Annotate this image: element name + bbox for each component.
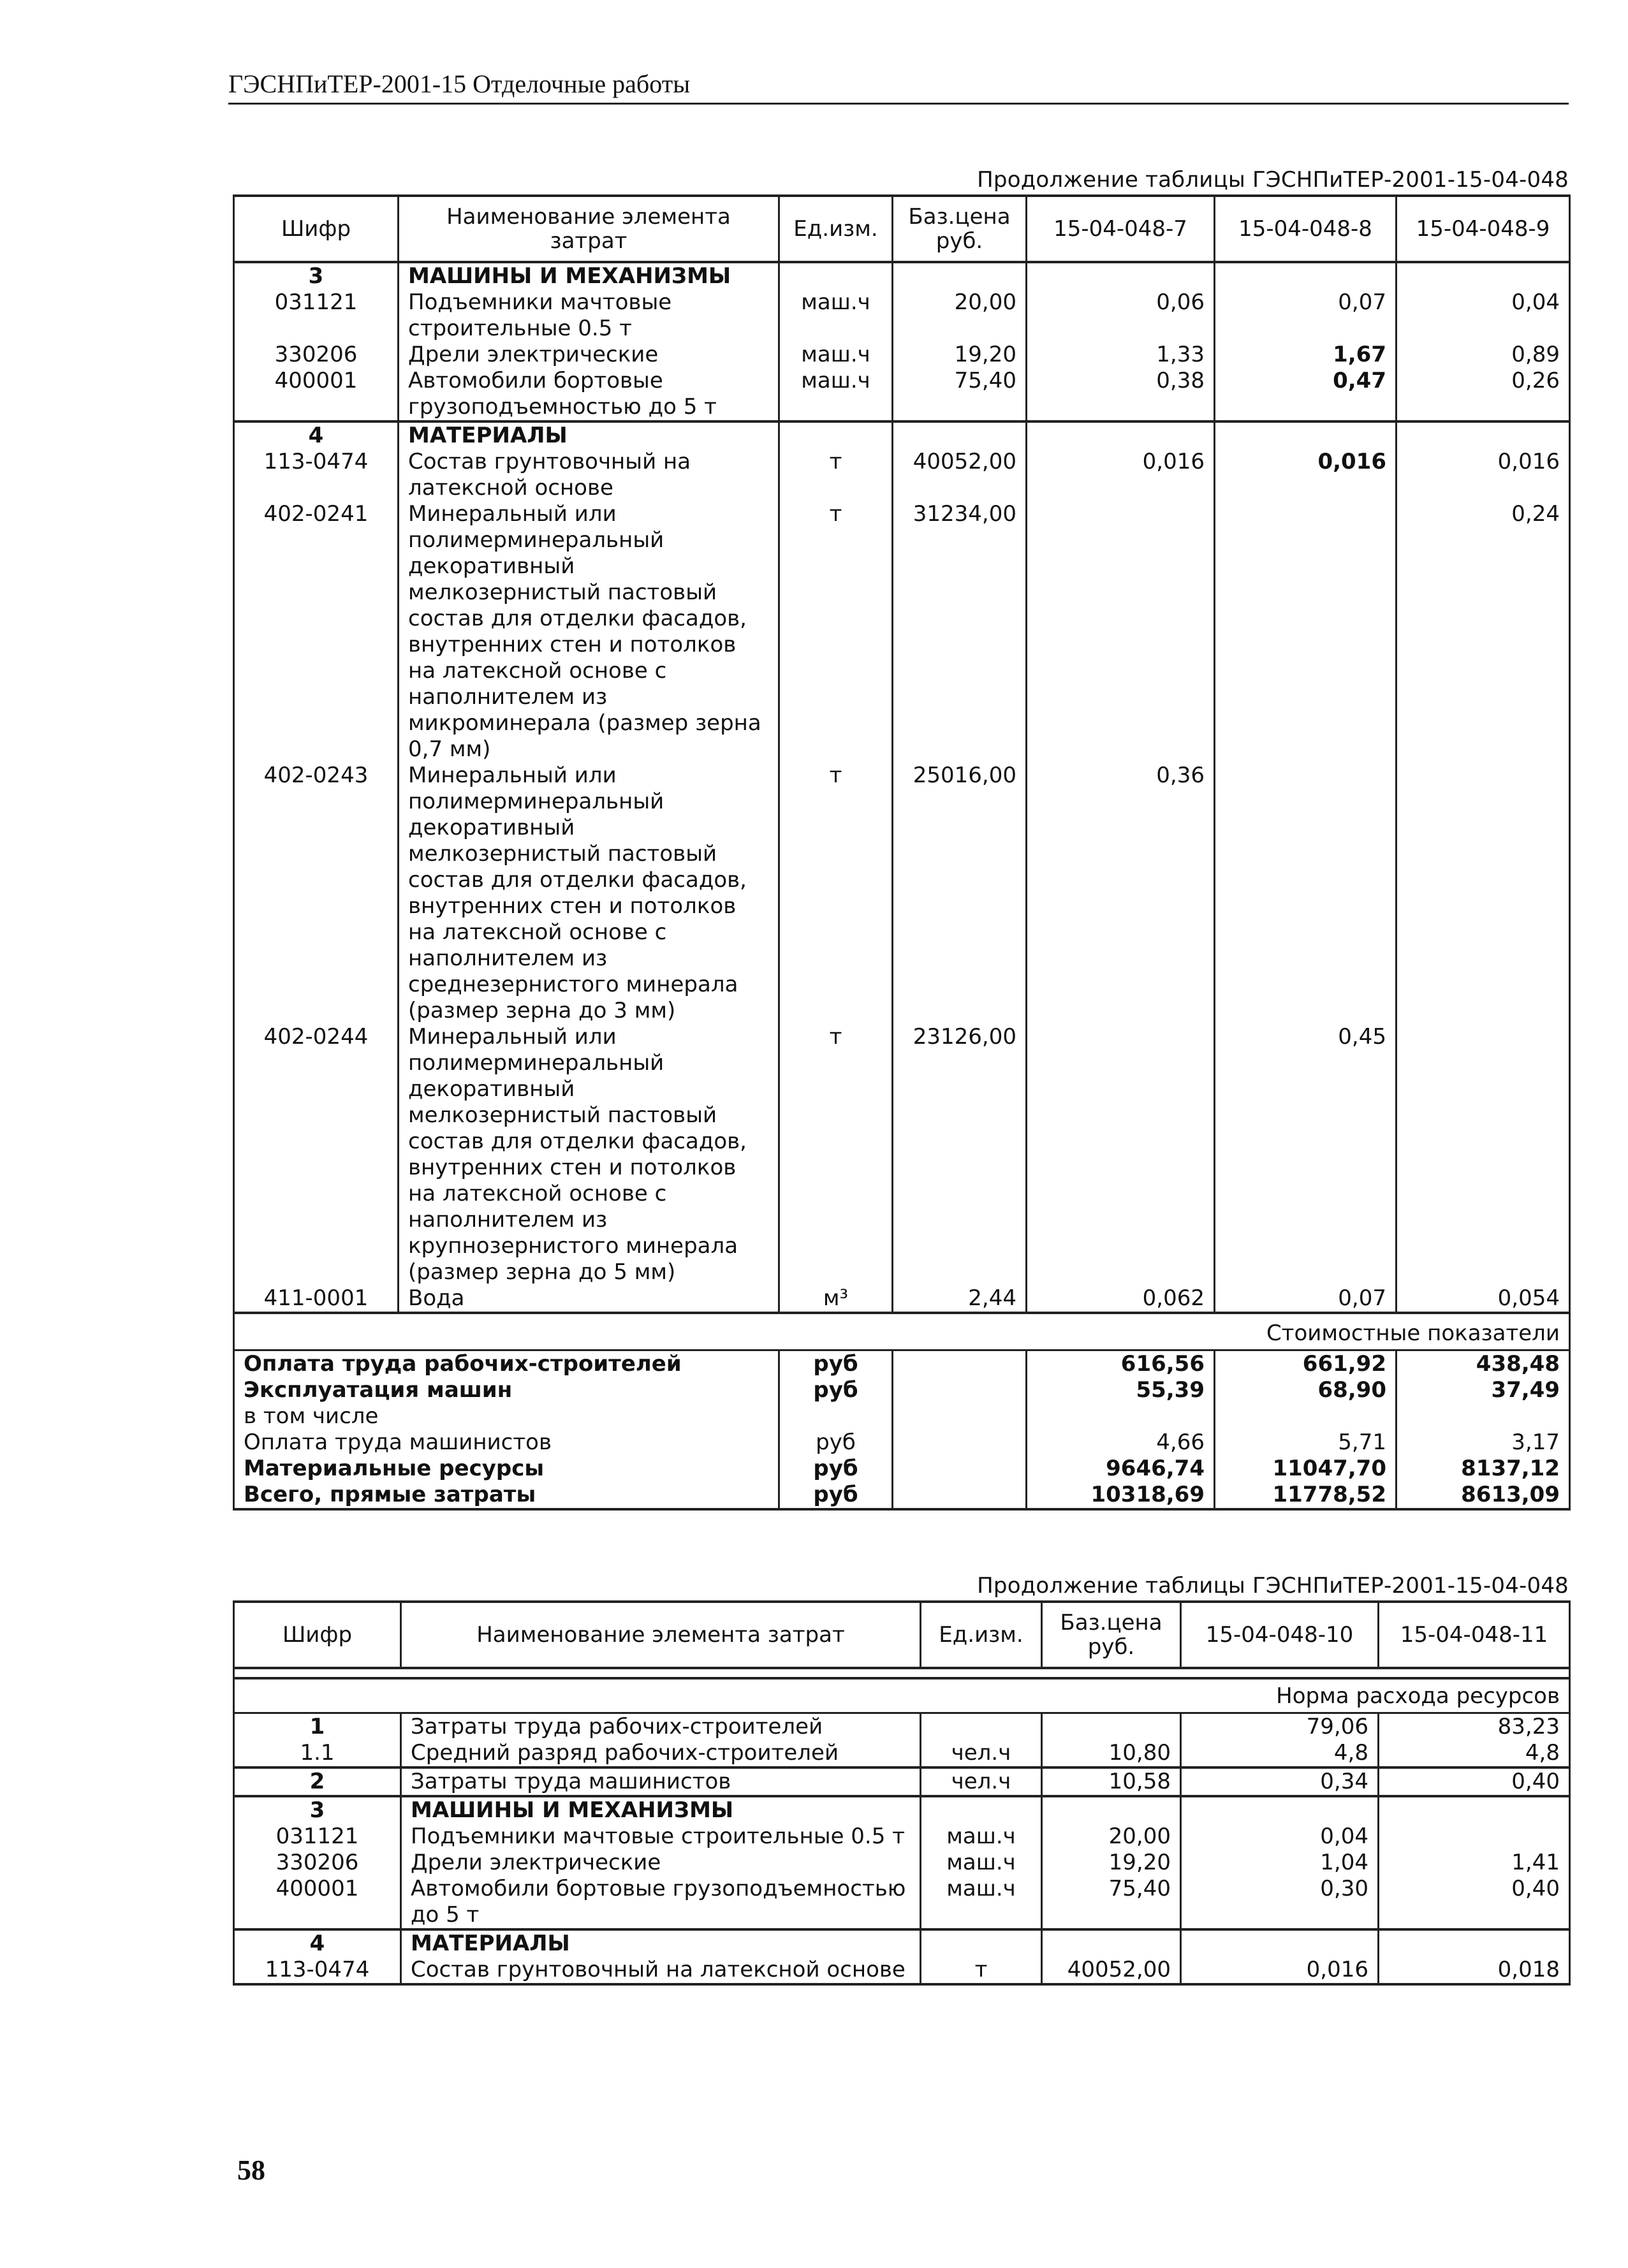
norm-caption-row — [234, 1678, 1570, 1713]
table-row: 402-0241 Минеральный или полимерминеральный декоративный мелкозернистый пастовый состав для отделки фасадов, внутренних стен и потолков на латексной основе с наполнителем из микроминерала (размер зерна 0,7 мм) т 31234,00 0,24 — [234, 501, 1570, 763]
header-col-15-04-048-7: 15-04-048-7 — [1027, 196, 1215, 262]
table-row: 400001 Автомобили бортовые грузоподъемностью до 5 т маш.ч 75,40 0,30 0,40 — [234, 1876, 1570, 1929]
header-col-15-04-048-10: 15-04-048-10 — [1181, 1602, 1379, 1668]
header-name: Наименование элемента затрат — [401, 1602, 921, 1668]
header-col-15-04-048-8: 15-04-048-8 — [1215, 196, 1397, 262]
cost-row-labor: Оплата труда рабочих-строителей руб 616,56 661,92 438,48 — [234, 1350, 1570, 1378]
section-row-machines: 3 МАШИНЫ И МЕХАНИЗМЫ — [234, 262, 1570, 289]
table-row: 402-0243 Минеральный или полимерминеральный декоративный мелкозернистый пастовый состав для отделки фасадов, внутренних стен и потолков на латексной основе с наполнителем из среднезернистого минерала (размер зерна до 3 мм) т 25016,00 0,36 — [234, 763, 1570, 1024]
norm-caption: Норма расхода ресурсов — [234, 1678, 1570, 1713]
table-row: 031121 Подъемники мачтовые строительные 0.5 т маш.ч 20,00 0,06 0,07 0,04 — [234, 289, 1570, 342]
header-col-15-04-048-9: 15-04-048-9 — [1397, 196, 1570, 262]
table-header-row — [234, 1602, 1570, 1668]
cost-row-operators: Оплата труда машинистов руб 4,66 5,71 3,17 — [234, 1430, 1570, 1456]
table2-continuation-caption: Продолжение таблицы ГЭСНПиТЕР-2001-15-04-048 — [977, 1573, 1569, 1599]
table-row: 400001 Автомобили бортовые грузоподъемностью до 5 т маш.ч 75,40 0,38 0,47 0,26 — [234, 368, 1570, 421]
table-row: 2 Затраты труда машинистов чел.ч 10,58 0,34 0,40 — [234, 1767, 1570, 1796]
table-row: 330206 Дрели электрические маш.ч 19,20 1,04 1,41 — [234, 1850, 1570, 1876]
header-code: Шифр — [234, 1602, 401, 1668]
cost-row-including: в том числе — [234, 1403, 1570, 1430]
table-row: 031121 Подъемники мачтовые строительные 0.5 т маш.ч 20,00 0,04 — [234, 1824, 1570, 1850]
header-col-15-04-048-11: 15-04-048-11 — [1379, 1602, 1570, 1668]
section-row-machines: 3 МАШИНЫ И МЕХАНИЗМЫ — [234, 1796, 1570, 1824]
table-header-row — [234, 196, 1570, 262]
table1-continuation-caption: Продолжение таблицы ГЭСНПиТЕР-2001-15-04-048 — [977, 167, 1569, 193]
header-name: Наименование элемента затрат — [399, 196, 779, 262]
spacer-row — [234, 1668, 1570, 1678]
cost-row-materials: Материальные ресурсы руб 9646,74 11047,70 8137,12 — [234, 1456, 1570, 1482]
header-code: Шифр — [234, 196, 399, 262]
table-row: 113-0474 Состав грунтовочный на латексной основе т 40052,00 0,016 0,018 — [234, 1957, 1570, 1984]
page-number: 58 — [237, 2155, 265, 2186]
page-header: ГЭСНПиТЕР-2001-15 Отделочные работы — [228, 69, 1569, 105]
resource-table-1 — [233, 194, 1571, 1511]
table-row: 113-0474 Состав грунтовочный на латексной основе т 40052,00 0,016 0,016 0,016 — [234, 449, 1570, 501]
cost-row-machines: Эксплуатация машин руб 55,39 68,90 37,49 — [234, 1377, 1570, 1403]
section-row-materials: 4 МАТЕРИАЛЫ — [234, 1929, 1570, 1957]
header-price: Баз.цена руб. — [1042, 1602, 1181, 1668]
table-row: 1.1 Средний разряд рабочих-строителей чел.ч 10,80 4,8 4,8 — [234, 1740, 1570, 1767]
table-row: 411-0001 Вода м³ 2,44 0,062 0,07 0,054 — [234, 1285, 1570, 1313]
header-price: Баз.цена руб. — [893, 196, 1027, 262]
cost-row-total: Всего, прямые затраты руб 10318,69 11778,52 8613,09 — [234, 1482, 1570, 1509]
table-row: 402-0244 Минеральный или полимерминеральный декоративный мелкозернистый пастовый состав для отделки фасадов, внутренних стен и потолков на латексной основе с наполнителем из крупнозернистого минерала (размер зерна до 5 мм) т 23126,00 0,45 — [234, 1024, 1570, 1285]
cost-caption-row — [234, 1313, 1570, 1350]
table-row: 330206 Дрели электрические маш.ч 19,20 1,33 1,67 0,89 — [234, 342, 1570, 368]
resource-table-2 — [233, 1600, 1571, 1986]
header-unit: Ед.изм. — [921, 1602, 1042, 1668]
section-row-materials: 4 МАТЕРИАЛЫ — [234, 421, 1570, 449]
header-unit: Ед.изм. — [779, 196, 893, 262]
table-row: 1 Затраты труда рабочих-строителей 79,06 83,23 — [234, 1713, 1570, 1741]
cost-caption: Стоимостные показатели — [234, 1313, 1570, 1350]
